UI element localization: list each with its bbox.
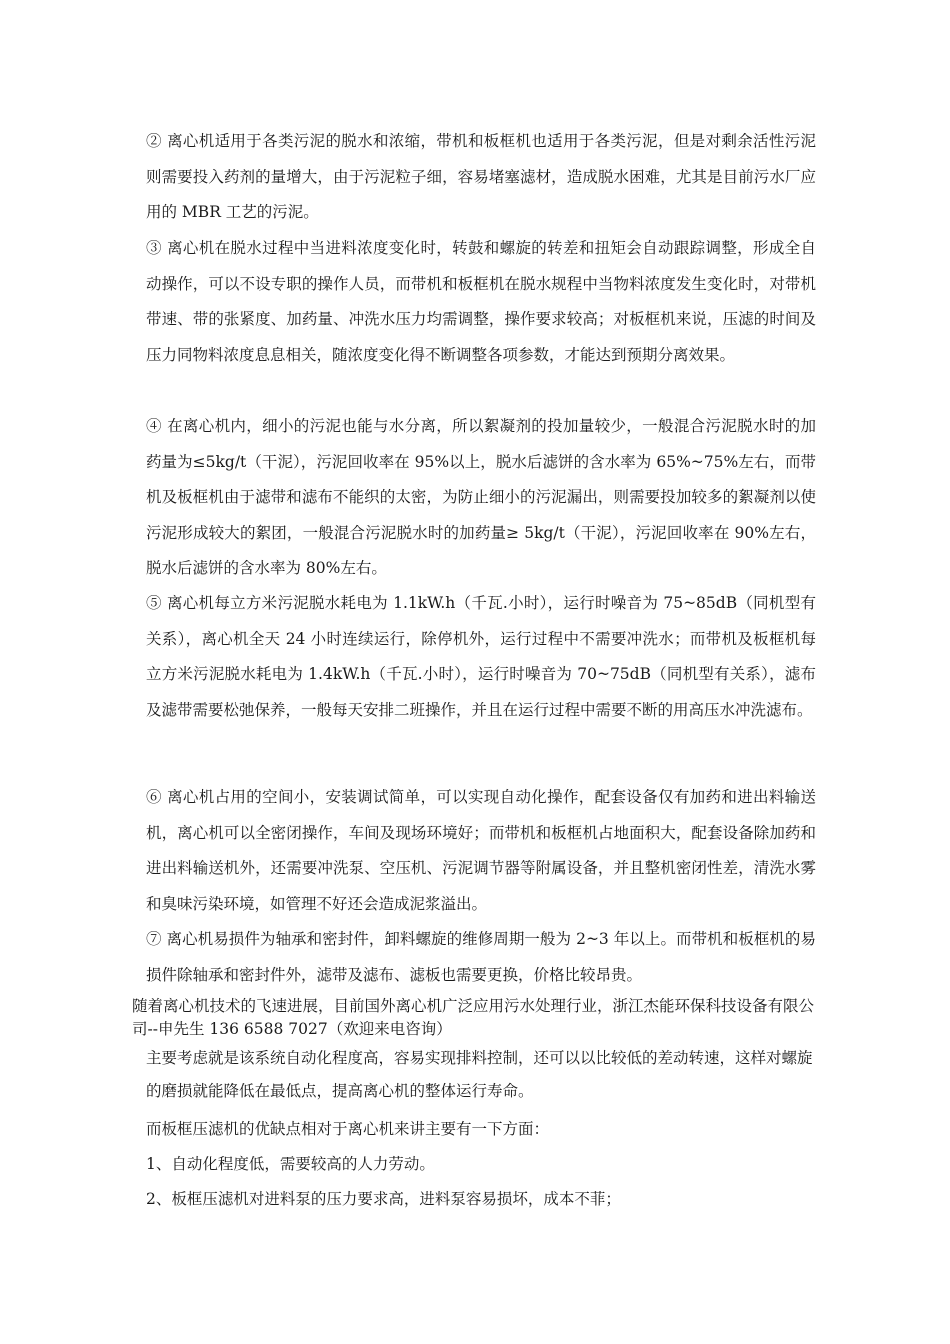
filter-press-point-1: 1、自动化程度低，需要较高的人力劳动。: [146, 1155, 435, 1173]
paragraph-7-wear-parts: ⑦ 离心机易损件为轴承和密封件，卸料螺旋的维修周期一般为 2~3 年以上。而带机和板框机的易损件除轴承和密封件外，滤带及滤布、滤板也需要更换，价格比较昂贵。: [146, 930, 816, 984]
advantage-text: 主要考虑就是该系统自动化程度高，容易实现排料控制，还可以以比较低的差动转速，这样对螺旋的磨损就能降低在最低点，提高离心机的整体运行寿命。: [146, 1049, 813, 1100]
paragraph-6-space-environment: ⑥ 离心机占用的空间小，安装调试简单，可以实现自动化操作，配套设备仅有加药和进出料输送机，离心机可以全密闭操作，车间及现场环境好；而带机和板框机占地面积大，配套设备除加药和进出料输送机外，还需要冲洗泵、空压机、污泥调节器等附属设备，并且整机密闭性差，清洗水雾和臭味污染环境，如管理不好还会造成泥浆溢出。: [146, 788, 816, 913]
filter-press-point-2: 2、板框压滤机对进料泵的压力要求高，进料泵容易损坏，成本不菲；: [146, 1190, 621, 1208]
paragraph-3-automation: ③ 离心机在脱水过程中当进料浓度变化时，转鼓和螺旋的转差和扭矩会自动跟踪调整，形成全自动操作，可以不设专职的操作人员，而带机和板框机在脱水规程中当物料浓度发生变化时，对带机带速、带的张紧度、加药量、冲洗水压力均需调整，操作要求较高；对板框机来说，压滤的时间及压力同物料浓度息息相关，随浓度变化得不断调整各项参数，才能达到预期分离效果。: [146, 239, 816, 364]
contact-note: 随着离心机技术的飞速进展，目前国外离心机广泛应用污水处理行业，浙江杰能环保科技设备有限公司--申先生 136 6588 7027（欢迎来电咨询）: [132, 997, 815, 1038]
paragraph-4-flocculant: ④ 在离心机内，细小的污泥也能与水分离，所以絮凝剂的投加量较少，一般混合污泥脱水时的加药量为≤5kg/t（干泥），污泥回收率在 95%以上，脱水后滤饼的含水率为 65%~75%左右，而带机及板框机由于滤带和滤布不能织的太密，为防止细小的污泥漏出，则需要投加较多的絮凝剂以使污泥形成较大的絮团，一般混合污泥脱水时的加药量≥ 5kg/t（干泥），污泥回收率在 90%左右，脱水后滤饼的含水率为 80%左右。: [146, 417, 816, 577]
paragraph-5-energy-noise: ⑤ 离心机每立方米污泥脱水耗电为 1.1kW.h（千瓦.小时），运行时噪音为 75~85dB（同机型有关系），离心机全天 24 小时连续运行，除停机外，运行过程中不需要冲洗水；而带机及板框机每立方米污泥脱水耗电为 1.4kW.h（千瓦.小时），运行时噪音为 70~75dB（同机型有关系），滤布及滤带需要松弛保养，一般每天安排二班操作，并且在运行过程中需要不断的用高压水冲洗滤布。: [146, 594, 816, 719]
filter-press-intro: 而板框压滤机的优缺点相对于离心机来讲主要有一下方面：: [146, 1120, 550, 1138]
paragraph-2-applicability: ② 离心机适用于各类污泥的脱水和浓缩，带机和板框机也适用于各类污泥，但是对剩余活性污泥则需要投入药剂的量增大，由于污泥粒子细，容易堵塞滤材，造成脱水困难，尤其是目前污水厂应用的 MBR 工艺的污泥。: [146, 132, 816, 221]
